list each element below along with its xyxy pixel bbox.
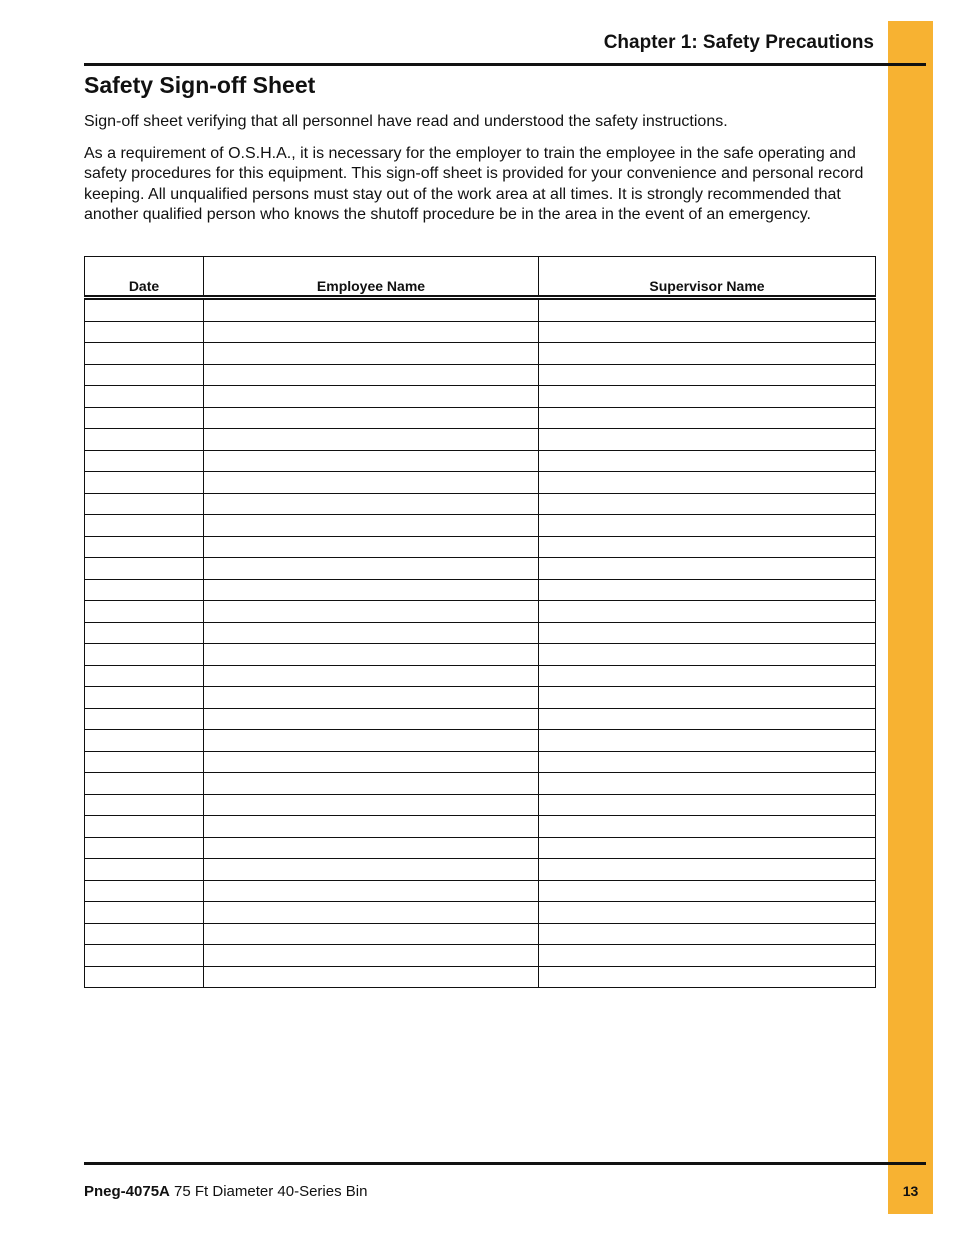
date-cell[interactable] <box>85 622 204 644</box>
employee-name-cell[interactable] <box>204 837 539 859</box>
supervisor-name-cell[interactable] <box>539 493 876 515</box>
supervisor-name-cell[interactable] <box>539 794 876 816</box>
date-cell[interactable] <box>85 298 204 322</box>
footer-rule <box>84 1162 926 1165</box>
date-cell[interactable] <box>85 665 204 687</box>
employee-name-cell[interactable] <box>204 429 539 451</box>
supervisor-name-cell[interactable] <box>539 622 876 644</box>
date-cell[interactable] <box>85 966 204 988</box>
date-cell[interactable] <box>85 751 204 773</box>
date-column-header: Date <box>85 257 204 298</box>
employee-name-cell[interactable] <box>204 386 539 408</box>
chapter-tab-bar <box>888 21 933 1214</box>
date-cell[interactable] <box>85 837 204 859</box>
date-cell[interactable] <box>85 644 204 666</box>
date-cell[interactable] <box>85 493 204 515</box>
table-header-row <box>85 257 876 298</box>
table-row <box>85 450 876 472</box>
supervisor-name-cell[interactable] <box>539 472 876 494</box>
table-row <box>85 880 876 902</box>
date-cell[interactable] <box>85 859 204 881</box>
supervisor-name-column-header: Supervisor Name <box>539 257 876 298</box>
table-row <box>85 794 876 816</box>
signoff-table-body <box>85 298 876 988</box>
table-row <box>85 622 876 644</box>
table-row <box>85 472 876 494</box>
date-cell[interactable] <box>85 343 204 365</box>
table-row <box>85 493 876 515</box>
employee-name-cell[interactable] <box>204 298 539 322</box>
supervisor-name-cell[interactable] <box>539 601 876 623</box>
table-row <box>85 558 876 580</box>
table-row <box>85 536 876 558</box>
supervisor-name-cell[interactable] <box>539 923 876 945</box>
supervisor-name-cell[interactable] <box>539 880 876 902</box>
employee-name-cell[interactable] <box>204 622 539 644</box>
table-row <box>85 859 876 881</box>
supervisor-name-cell[interactable] <box>539 364 876 386</box>
table-row <box>85 515 876 537</box>
table-row <box>85 923 876 945</box>
employee-name-column-header: Employee Name <box>204 257 539 298</box>
employee-name-cell[interactable] <box>204 945 539 967</box>
table-row <box>85 644 876 666</box>
table-row <box>85 751 876 773</box>
document-code: Pneg-4075A <box>84 1183 170 1200</box>
table-row <box>85 386 876 408</box>
employee-name-cell[interactable] <box>204 730 539 752</box>
table-row <box>85 902 876 924</box>
intro-paragraph: Sign-off sheet verifying that all personnel have read and understood the safety instructions. <box>84 113 728 130</box>
employee-name-cell[interactable] <box>204 880 539 902</box>
employee-name-cell[interactable] <box>204 708 539 730</box>
supervisor-name-cell[interactable] <box>539 579 876 601</box>
employee-name-cell[interactable] <box>204 687 539 709</box>
date-cell[interactable] <box>85 773 204 795</box>
date-cell[interactable] <box>85 429 204 451</box>
supervisor-name-cell[interactable] <box>539 536 876 558</box>
employee-name-cell[interactable] <box>204 902 539 924</box>
supervisor-name-cell[interactable] <box>539 450 876 472</box>
employee-name-cell[interactable] <box>204 665 539 687</box>
employee-name-cell[interactable] <box>204 601 539 623</box>
employee-name-cell[interactable] <box>204 493 539 515</box>
table-row <box>85 364 876 386</box>
chapter-heading: Chapter 1: Safety Precautions <box>603 32 874 53</box>
table-row <box>85 945 876 967</box>
employee-name-cell[interactable] <box>204 773 539 795</box>
document-title: 75 Ft Diameter 40-Series Bin <box>169 1183 368 1200</box>
table-row <box>85 708 876 730</box>
osha-paragraph: As a requirement of O.S.H.A., it is necessary for the employer to train the employee in the safe operating and safety procedures for this equipment. This sign-off sheet is provided for your convenience and personal record keeping. All unqualified persons must stay out of the work area at all times. It is strongly recommended that another qualified person who knows the shutoff procedure be in the area in the event of an emergency. <box>84 145 864 224</box>
table-row <box>85 665 876 687</box>
employee-name-cell[interactable] <box>204 966 539 988</box>
employee-name-cell[interactable] <box>204 321 539 343</box>
supervisor-name-cell[interactable] <box>539 859 876 881</box>
table-row <box>85 837 876 859</box>
employee-name-cell[interactable] <box>204 343 539 365</box>
supervisor-name-cell[interactable] <box>539 321 876 343</box>
table-row <box>85 773 876 795</box>
employee-name-cell[interactable] <box>204 751 539 773</box>
date-cell[interactable] <box>85 364 204 386</box>
date-cell[interactable] <box>85 687 204 709</box>
date-cell[interactable] <box>85 515 204 537</box>
signoff-table <box>84 256 876 988</box>
date-cell[interactable] <box>85 386 204 408</box>
supervisor-name-cell[interactable] <box>539 837 876 859</box>
page-number: 13 <box>902 1183 919 1199</box>
date-cell[interactable] <box>85 794 204 816</box>
supervisor-name-cell[interactable] <box>539 816 876 838</box>
date-cell[interactable] <box>85 816 204 838</box>
supervisor-name-cell[interactable] <box>539 730 876 752</box>
employee-name-cell[interactable] <box>204 472 539 494</box>
supervisor-name-cell[interactable] <box>539 773 876 795</box>
employee-name-cell[interactable] <box>204 579 539 601</box>
date-cell[interactable] <box>85 450 204 472</box>
employee-name-cell[interactable] <box>204 364 539 386</box>
supervisor-name-cell[interactable] <box>539 945 876 967</box>
supervisor-name-cell[interactable] <box>539 343 876 365</box>
table-row <box>85 429 876 451</box>
supervisor-name-cell[interactable] <box>539 665 876 687</box>
employee-name-cell[interactable] <box>204 407 539 429</box>
table-row <box>85 298 876 322</box>
table-row <box>85 343 876 365</box>
date-cell[interactable] <box>85 558 204 580</box>
date-cell[interactable] <box>85 923 204 945</box>
employee-name-cell[interactable] <box>204 794 539 816</box>
table-row <box>85 730 876 752</box>
table-row <box>85 321 876 343</box>
supervisor-name-cell[interactable] <box>539 902 876 924</box>
table-row <box>85 816 876 838</box>
date-cell[interactable] <box>85 601 204 623</box>
employee-name-cell[interactable] <box>204 644 539 666</box>
date-cell[interactable] <box>85 880 204 902</box>
supervisor-name-cell[interactable] <box>539 966 876 988</box>
employee-name-cell[interactable] <box>204 816 539 838</box>
supervisor-name-cell[interactable] <box>539 687 876 709</box>
footer-document-label <box>84 1183 367 1200</box>
supervisor-name-cell[interactable] <box>539 407 876 429</box>
table-row <box>85 601 876 623</box>
date-cell[interactable] <box>85 579 204 601</box>
supervisor-name-cell[interactable] <box>539 515 876 537</box>
table-row <box>85 966 876 988</box>
employee-name-cell[interactable] <box>204 515 539 537</box>
date-cell[interactable] <box>85 472 204 494</box>
employee-name-cell[interactable] <box>204 923 539 945</box>
table-row <box>85 579 876 601</box>
employee-name-cell[interactable] <box>204 450 539 472</box>
supervisor-name-cell[interactable] <box>539 558 876 580</box>
date-cell[interactable] <box>85 730 204 752</box>
header-rule <box>84 63 926 66</box>
employee-name-cell[interactable] <box>204 859 539 881</box>
page-title: Safety Sign-off Sheet <box>84 72 316 98</box>
date-cell[interactable] <box>85 902 204 924</box>
supervisor-name-cell[interactable] <box>539 751 876 773</box>
supervisor-name-cell[interactable] <box>539 429 876 451</box>
date-cell[interactable] <box>85 407 204 429</box>
date-cell[interactable] <box>85 708 204 730</box>
table-row <box>85 407 876 429</box>
supervisor-name-cell[interactable] <box>539 708 876 730</box>
supervisor-name-cell[interactable] <box>539 644 876 666</box>
date-cell[interactable] <box>85 536 204 558</box>
table-row <box>85 687 876 709</box>
supervisor-name-cell[interactable] <box>539 298 876 322</box>
employee-name-cell[interactable] <box>204 558 539 580</box>
date-cell[interactable] <box>85 321 204 343</box>
date-cell[interactable] <box>85 945 204 967</box>
employee-name-cell[interactable] <box>204 536 539 558</box>
supervisor-name-cell[interactable] <box>539 386 876 408</box>
